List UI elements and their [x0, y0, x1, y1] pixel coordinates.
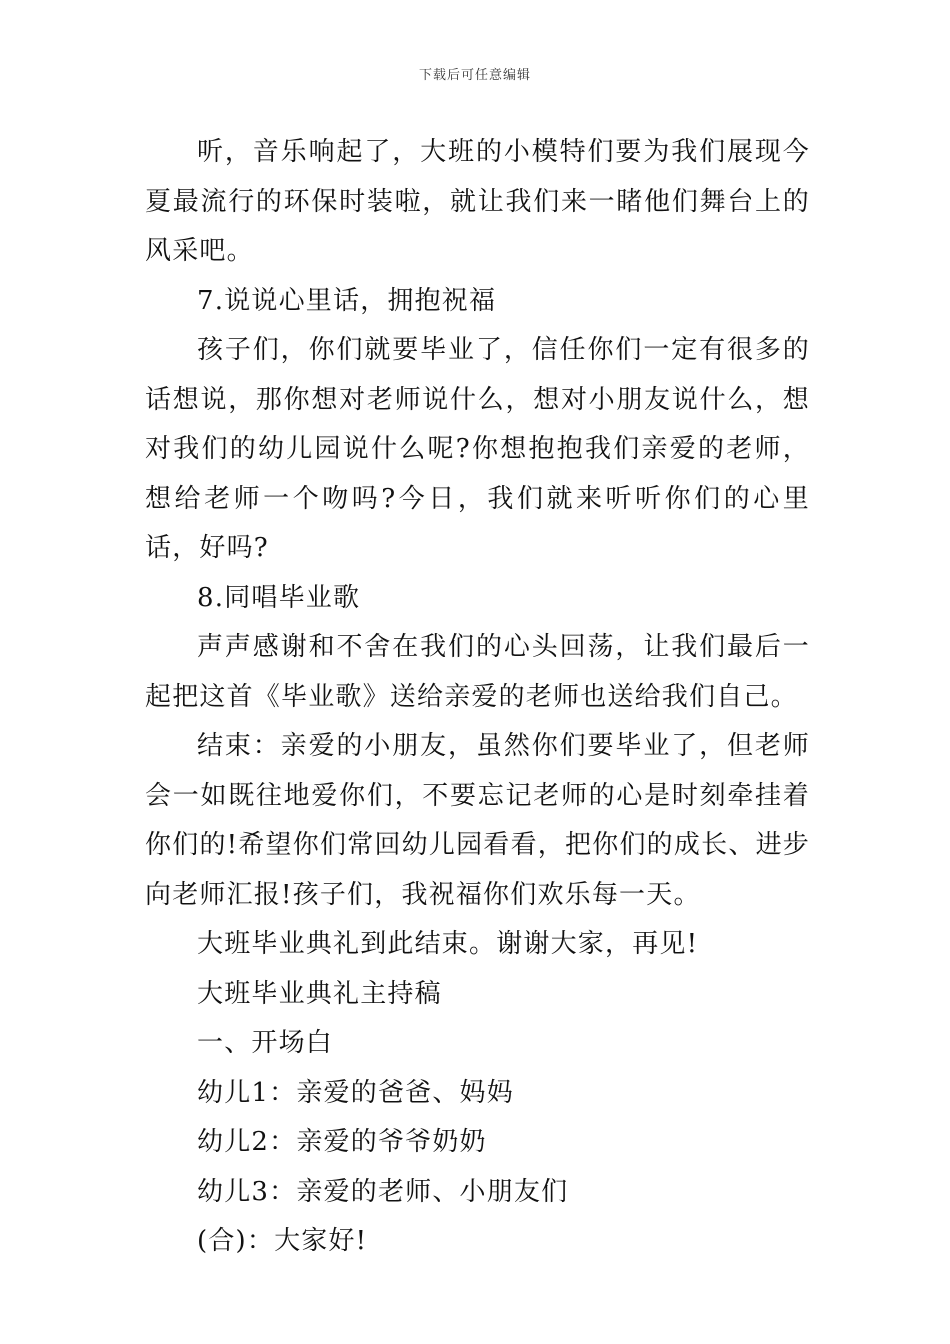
- document-subtitle: 大班毕业典礼主持稿: [197, 978, 442, 1009]
- section-heading-7: 7.说说心里话，拥抱祝福: [197, 285, 497, 316]
- section-heading-8: 8.同唱毕业歌: [197, 582, 361, 613]
- paragraph-ceremony-end: 大班毕业典礼到此结束。谢谢大家，再见!: [197, 929, 699, 959]
- paragraph-fashion-show: 听，音乐响起了，大班的小模特们要为我们展现今夏最流行的环保时装啦，就让我们来一睹他们舞台上的风采吧。: [145, 137, 810, 266]
- paragraph-heart-words: 孩子们，你们就要毕业了，信任你们一定有很多的话想说，那你想对老师说什么，想对小朋友说什么，想对我们的幼儿园说什么呢?你想抱抱我们亲爱的老师，想给老师一个吻吗?今日，我们就来听听你们的心里话，好吗?: [145, 335, 810, 563]
- line-child-3: 幼儿3：亲爱的老师、小朋友们: [197, 1176, 569, 1207]
- document-body: [145, 128, 810, 1267]
- line-child-1: 幼儿1：亲爱的爸爸、妈妈: [197, 1077, 514, 1108]
- section-heading-opening: 一、开场白: [197, 1028, 334, 1058]
- line-together: (合)：大家好!: [197, 1226, 368, 1256]
- paragraph-closing: 结束：亲爱的小朋友，虽然你们要毕业了，但老师会一如既往地爱你们，不要忘记老师的心是时刻牵挂着你们的!希望你们常回幼儿园看看，把你们的成长、进步向老师汇报!孩子们，我祝福你们欢乐每一天。: [145, 731, 810, 910]
- line-child-2: 幼儿2：亲爱的爷爷奶奶: [197, 1127, 487, 1157]
- paragraph-graduation-song: 声声感谢和不舍在我们的心头回荡，让我们最后一起把这首《毕业歌》送给亲爱的老师也送给我们自己。: [145, 632, 810, 712]
- page-header: 下载后可任意编辑: [418, 68, 531, 83]
